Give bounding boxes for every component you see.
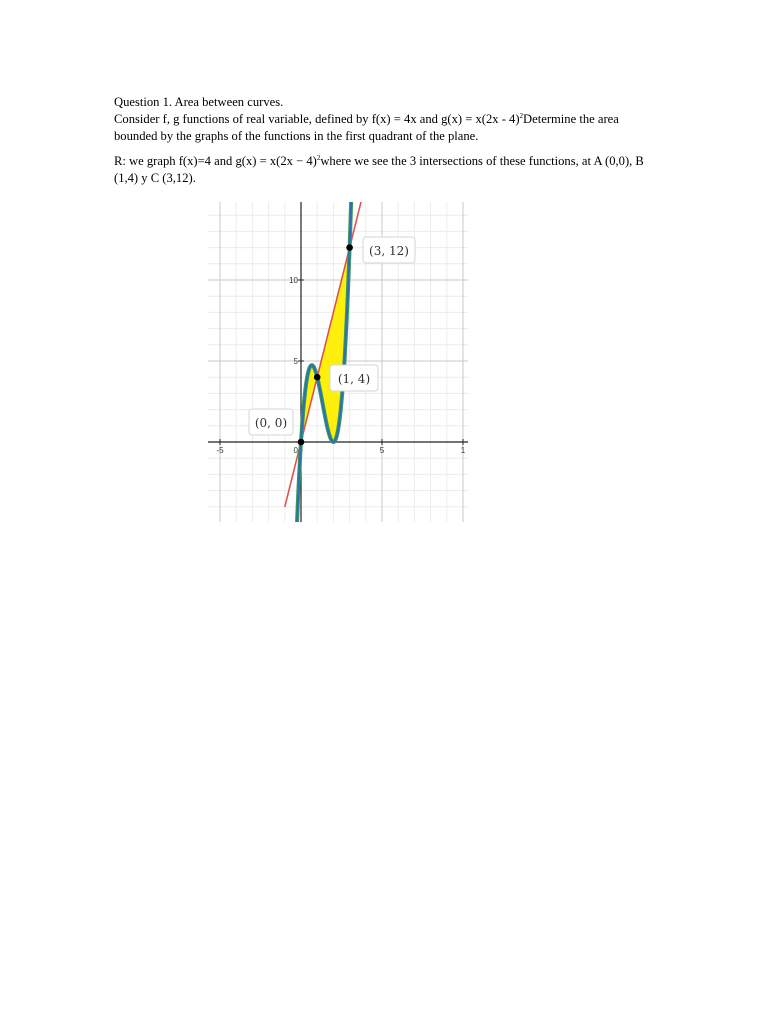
answer-paragraph (114, 153, 654, 187)
graph-canvas (208, 202, 468, 522)
x-tick-label: -5 (216, 446, 224, 455)
answer-text-1: R: we graph f(x)=4 and g(x) = x(2x − 4) (114, 154, 317, 168)
intersection-point-b (314, 374, 321, 381)
x-tick-label: 1 (460, 446, 466, 455)
x-tick-label: 0 (293, 446, 298, 455)
question-statement (114, 111, 654, 145)
y-tick-label: 10 (289, 276, 298, 285)
point-label-a (249, 409, 293, 435)
point-label-a-text: (0, 0) (254, 416, 288, 430)
answer-exponent: 2 (316, 153, 321, 162)
point-label-c-text: (3, 12) (369, 244, 409, 258)
intersection-point-a (298, 439, 305, 446)
document-body (114, 94, 654, 187)
y-tick-label: 5 (293, 357, 298, 366)
point-label-c (363, 237, 415, 263)
answer-text-2: where we see the 3 intersections of these functions, at A (0,0), B (1,4) y C (3,12). (114, 154, 644, 185)
point-label-b (330, 365, 378, 391)
intersection-point-c (346, 244, 353, 251)
point-label-b-text: (1, 4) (337, 372, 371, 386)
statement-text-1: Consider f, g functions of real variable, defined by f(x) = 4x and g(x) = x(2x - 4) (114, 112, 520, 126)
question-title: Question 1. Area between curves. (114, 95, 284, 109)
function-graph (208, 202, 468, 522)
x-tick-label: 5 (379, 446, 385, 455)
statement-text-2: Determine the area bounded by the graphs of the functions in the first quadrant of the plane. (114, 112, 619, 143)
statement-exponent: 2 (519, 111, 524, 120)
